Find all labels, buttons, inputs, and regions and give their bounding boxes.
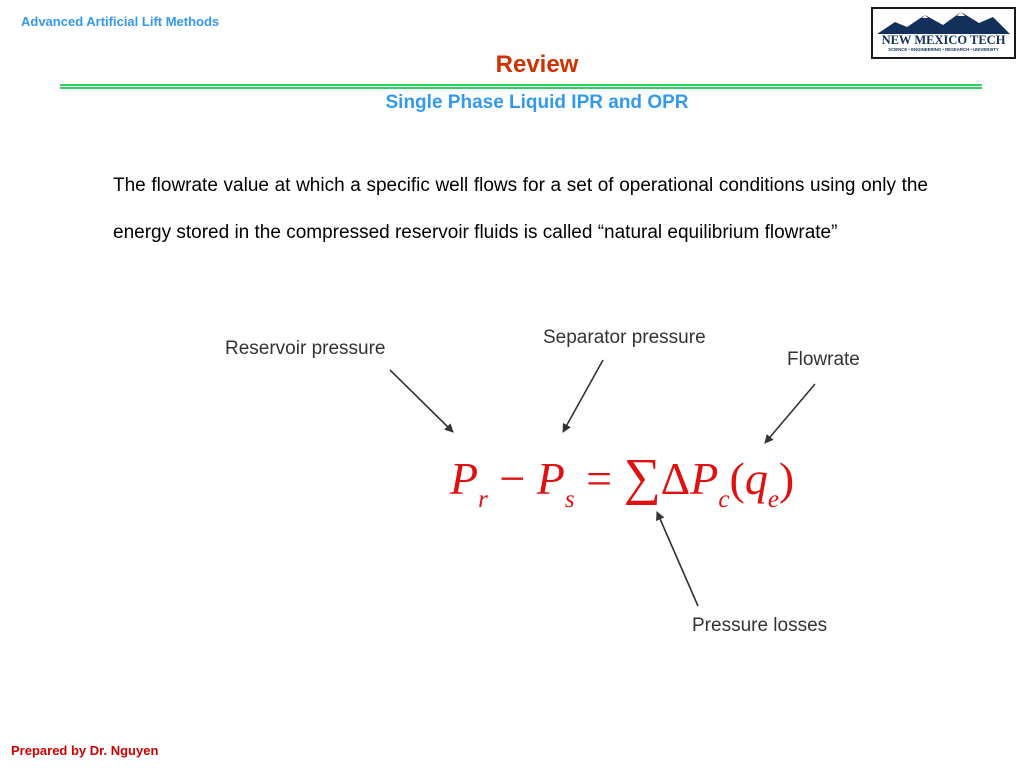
eq-pr-sub: r	[478, 486, 488, 513]
eq-ps-sub: s	[564, 486, 575, 513]
eq-sum: ∑	[623, 449, 661, 506]
label-pressure-losses: Pressure losses	[692, 615, 828, 636]
eq-pc: P	[690, 453, 719, 504]
label-reservoir-pressure: Reservoir pressure	[225, 338, 386, 359]
course-title: Advanced Artificial Lift Methods	[21, 14, 220, 29]
label-separator-pressure: Separator pressure	[543, 327, 706, 348]
equation-figure	[215, 320, 895, 650]
label-flowrate: Flowrate	[787, 349, 860, 370]
logo-text: NEW MEXICO TECH	[881, 33, 1006, 47]
body-paragraph: The flowrate value at which a specific well flows for a set of operational conditions using only the energy stored in the compressed reservoir fluids is called “natural equilibrium flowrate”	[113, 175, 928, 243]
eq-ps: P	[536, 453, 565, 504]
eq-close-paren: )	[778, 453, 795, 504]
slide-subtitle: Single Phase Liquid IPR and OPR	[385, 92, 689, 113]
title-divider	[60, 84, 982, 89]
eq-pr: P	[450, 453, 479, 504]
arrow-flowrate	[765, 384, 815, 443]
eq-pc-sub: c	[718, 486, 730, 513]
logo-subtext: SCIENCE • ENGINEERING • RESEARCH • UNIVERSITY	[888, 47, 999, 52]
arrow-reservoir	[390, 370, 453, 432]
eq-minus: −	[499, 453, 526, 504]
natural-flow-equation	[450, 448, 794, 514]
eq-q: q	[744, 453, 768, 504]
eq-open-paren: (	[729, 453, 745, 504]
arrow-pressure-losses	[657, 512, 698, 606]
eq-delta: Δ	[660, 453, 691, 504]
arrow-separator	[563, 360, 603, 432]
footer-author: Prepared by Dr. Nguyen	[11, 743, 159, 758]
mountain-logo-icon	[873, 9, 1014, 35]
slide-title: Review	[495, 51, 579, 78]
eq-equals: =	[586, 453, 613, 504]
eq-q-sub: e	[767, 486, 779, 513]
